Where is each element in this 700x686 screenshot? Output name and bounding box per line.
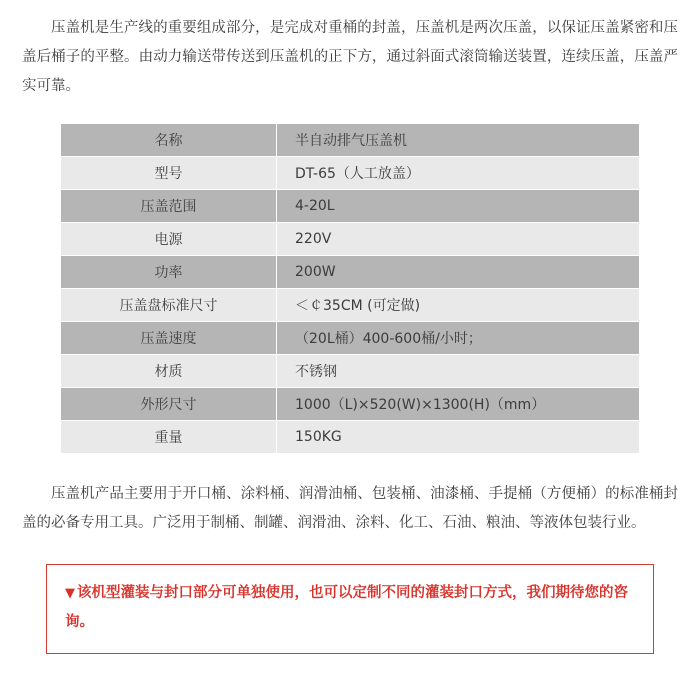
body-paragraph: 压盖机产品主要用于开口桶、涂料桶、润滑油桶、包装桶、油漆桶、手提桶（方便桶）的标准桶封盖的必备专用工具。广泛用于制桶、制罐、润滑油、涂料、化工、石油、粮油、等液体包装行业。 (22, 486, 678, 531)
spec-label: 压盖速度 (61, 322, 277, 355)
spec-value: 1000（L)×520(W)×1300(H)（mm） (277, 388, 640, 421)
spec-label: 功率 (61, 256, 277, 289)
specification-table (60, 123, 640, 454)
notice-box (46, 564, 654, 654)
spec-label: 外形尺寸 (61, 388, 277, 421)
spec-label: 电源 (61, 223, 277, 256)
spec-label: 材质 (61, 355, 277, 388)
table-row (61, 223, 640, 256)
spec-value: 半自动排气压盖机 (277, 124, 640, 157)
spec-value: 150KG (277, 421, 640, 454)
notice-container (0, 538, 700, 654)
spec-value: （20L桶）400-600桶/小时； (277, 322, 640, 355)
spec-table-body (61, 124, 640, 454)
spec-value: 4-20L (277, 190, 640, 223)
table-row (61, 190, 640, 223)
table-row (61, 157, 640, 190)
table-row (61, 256, 640, 289)
table-row (61, 289, 640, 322)
table-row (61, 124, 640, 157)
notice-message: 该机型灌装与封口部分可单独使用，也可以定制不同的灌装封口方式，我们期待您的咨询。 (65, 585, 628, 630)
spec-value: DT-65（人工放盖） (277, 157, 640, 190)
spec-label: 重量 (61, 421, 277, 454)
table-row (61, 355, 640, 388)
spec-table-container (0, 101, 700, 454)
notice-text (65, 579, 635, 637)
triangle-down-icon: ▼ (65, 586, 75, 601)
spec-label: 名称 (61, 124, 277, 157)
spec-label: 压盖盘标准尺寸 (61, 289, 277, 322)
spec-value: 不锈钢 (277, 355, 640, 388)
table-row (61, 322, 640, 355)
spec-value: 220V (277, 223, 640, 256)
spec-value: 200W (277, 256, 640, 289)
table-row (61, 388, 640, 421)
spec-value: ＜￠35CM (可定做) (277, 289, 640, 322)
table-row (61, 421, 640, 454)
spec-label: 压盖范围 (61, 190, 277, 223)
intro-paragraph: 压盖机是生产线的重要组成部分，是完成对重桶的封盖，压盖机是两次压盖，以保证压盖紧密和压盖后桶子的平整。由动力输送带传送到压盖机的正下方，通过斜面式滚筒输送装置，连续压盖，压盖严实可靠。 (22, 20, 678, 94)
spec-label: 型号 (61, 157, 277, 190)
